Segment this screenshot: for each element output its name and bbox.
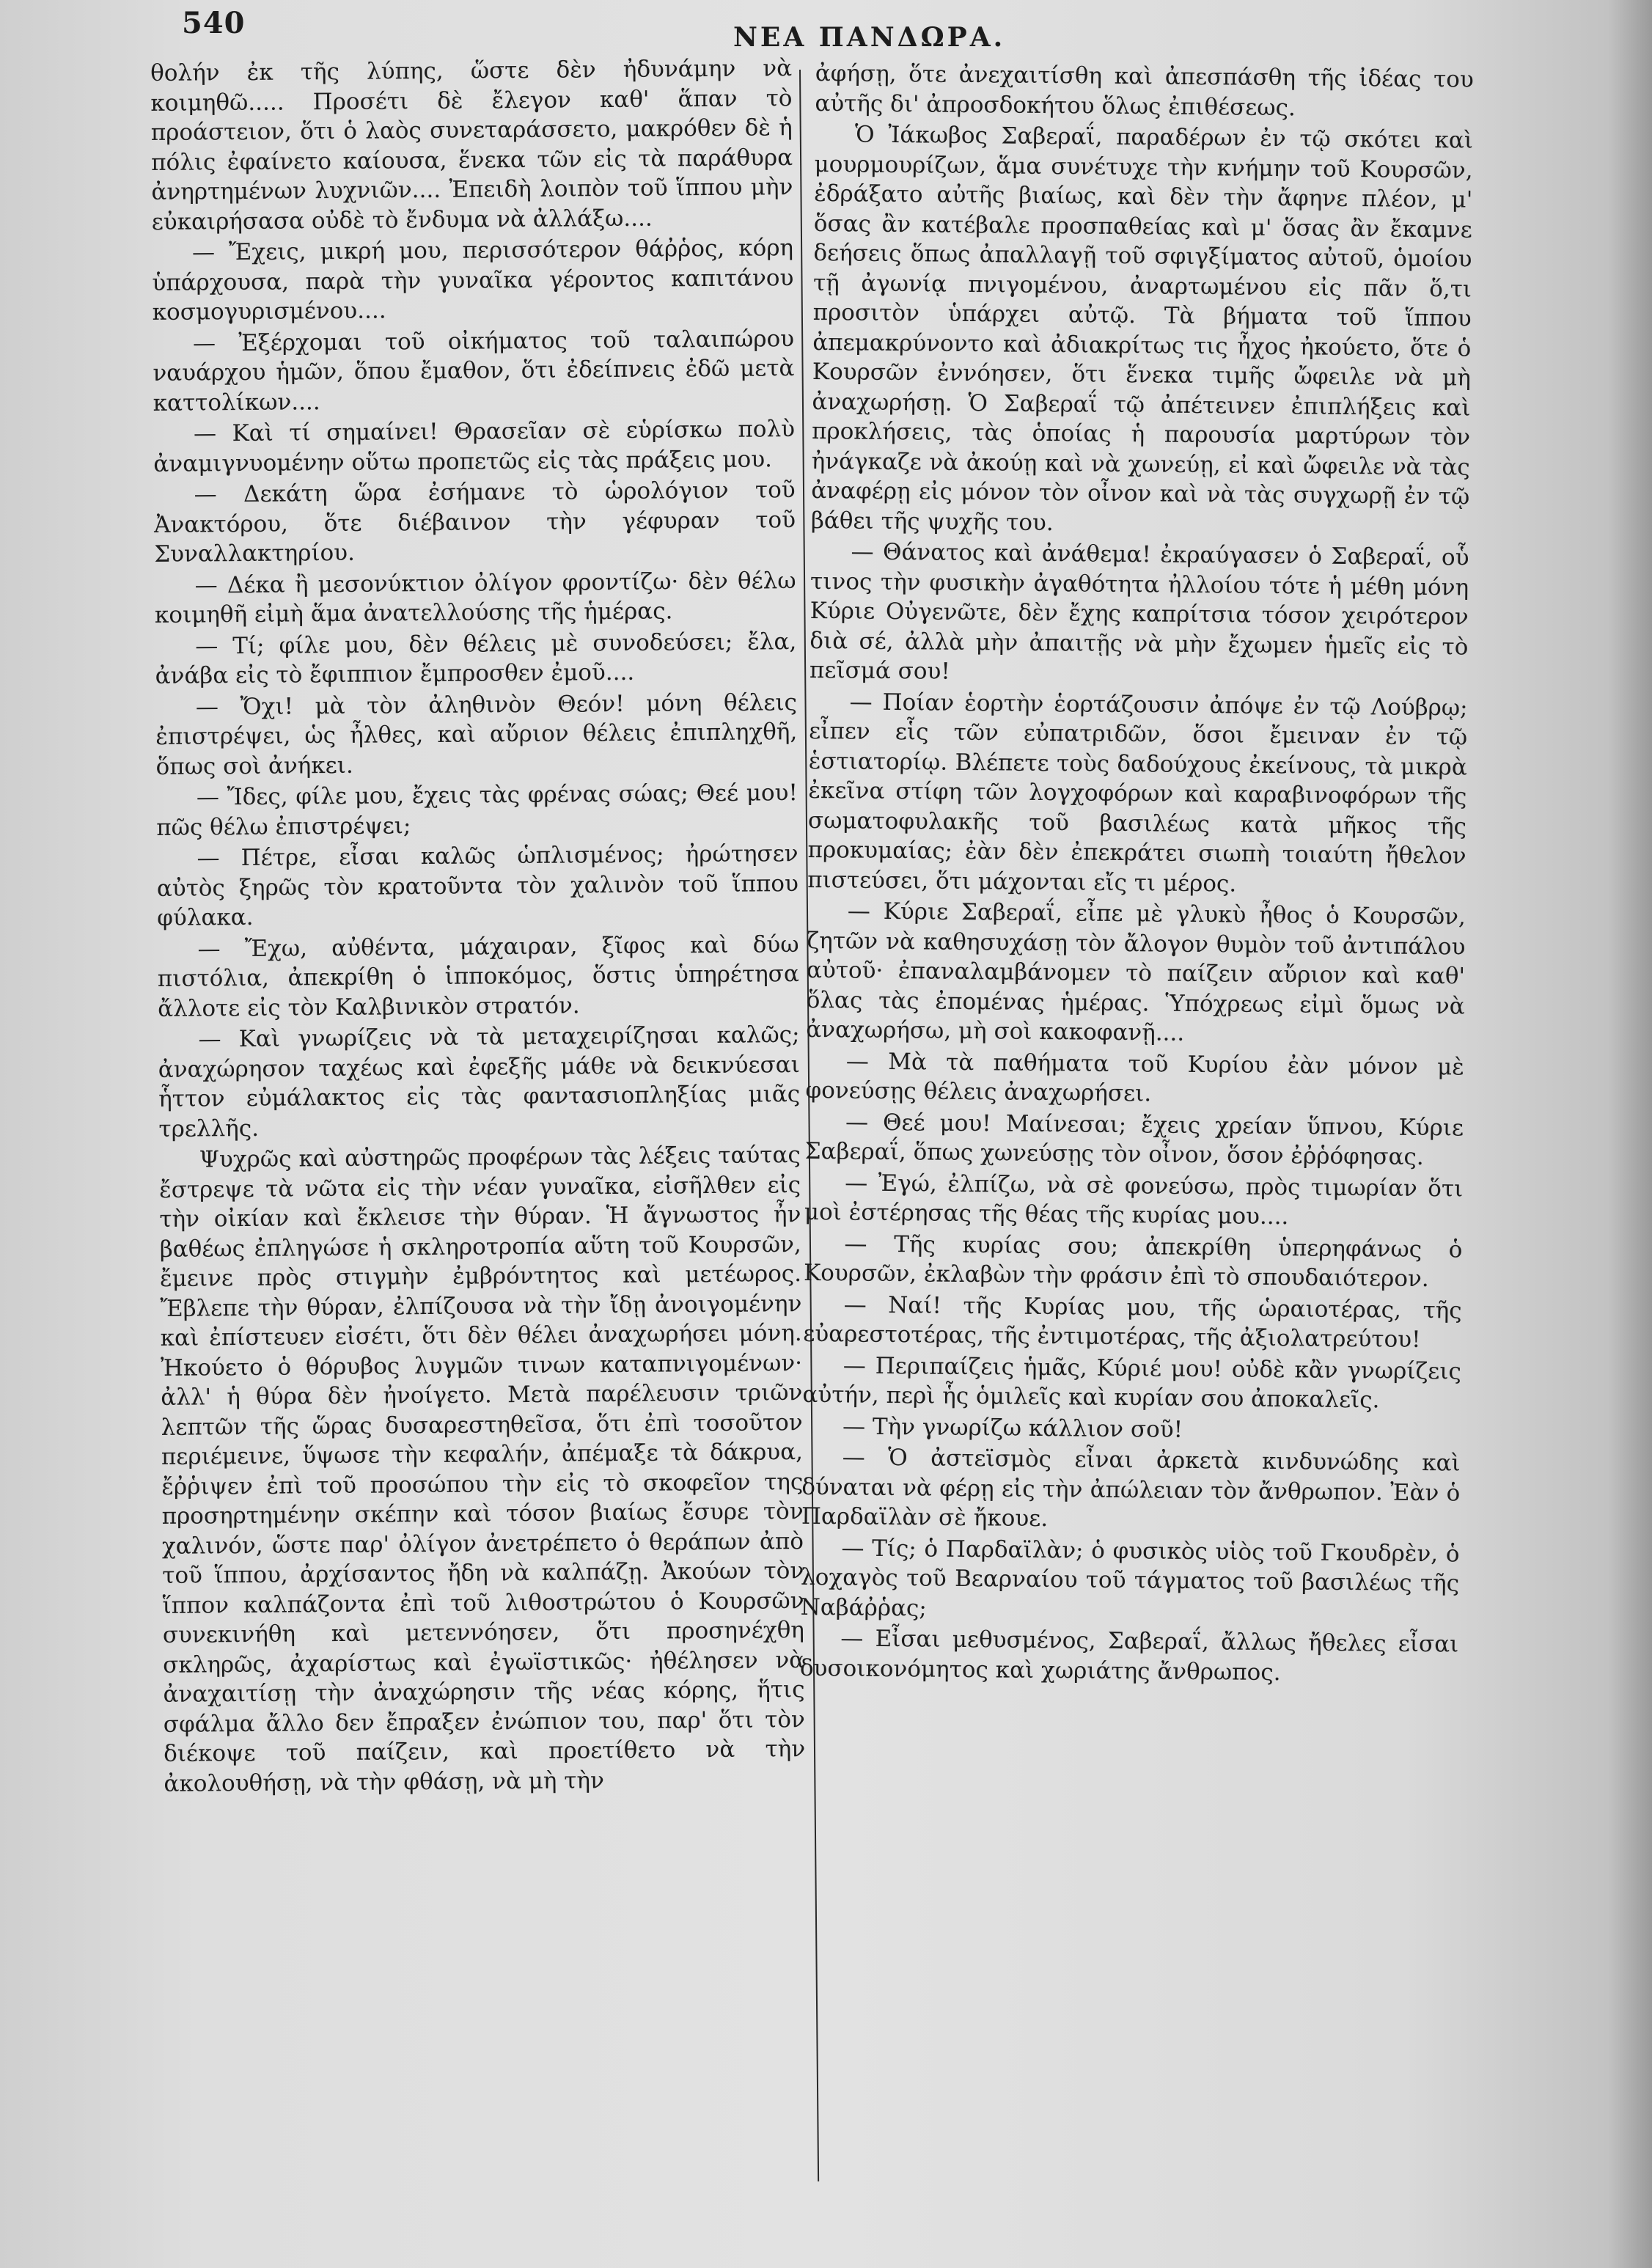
running-title: ΝΕΑ ΠΑΝΔΩΡΑ. <box>733 22 1006 53</box>
paragraph: — Ὁ ἀστεϊσμὸς εἶναι ἀρκετὰ κινδυνώδης καὶ δύναται νὰ φέρῃ εἰς τὴν ἀπώλειαν τὸν ἄνθρωπον. Ἐὰν ὁ Παρδαϊλὰν σὲ ἤκουε. <box>801 1444 1461 1533</box>
paragraph: — Μὰ τὰ παθήματα τοῦ Κυρίου ἐὰν μόνον μὲ φονεύσῃς θέλεις ἀναχωρήσει. <box>805 1047 1465 1107</box>
paragraph: — Πέτρε, εἶσαι καλῶς ὡπλισμένος; ἠρώτησεν αὐτὸς ξηρῶς τὸν κρατοῦντα τὸν χαλινὸν τοῦ ἵππου φύλακα. <box>156 840 799 931</box>
paragraph: — Εἶσαι μεθυσμένος, Σαβεραΐ, ἄλλως ἤθελες εἶσαι δυσοικονόμητος καὶ χωριάτης ἄνθρωπος. <box>799 1625 1459 1686</box>
paragraph: — Περιπαίζεις ἡμᾶς, Κύριέ μου! οὐδὲ κἂν γνωρίζεις αὐτήν, περὶ ἧς ὁμιλεῖς καὶ κυρίαν σου ἀποκαλεῖς. <box>802 1351 1462 1414</box>
paragraph: — Ὄχι! μὰ τὸν ἀληθινὸν Θεόν! μόνη θέλεις ἐπιστρέψει, ὡς ἦλθες, καὶ αὔριον θέλεις ἐπιπληχθῆ, ὅπως σοὶ ἀνήκει. <box>155 689 798 780</box>
paragraph: — Ἴδες, φίλε μου, ἔχεις τὰς φρένας σώας; Θεέ μου! πῶς θέλω ἐπιστρέψει; <box>156 779 799 841</box>
paragraph: — Δέκα ἢ μεσονύκτιον ὀλίγον φροντίζω· δὲν θέλω κοιμηθῆ εἰμὴ ἅμα ἀνατελλούσης τῆς ἡμέρας. <box>154 567 796 628</box>
paragraph: — Δεκάτη ὥρα ἐσήμανε τὸ ὡρολόγιον τοῦ Ἀνακτόρου, ὅτε διέβαινον τὴν γέφυραν τοῦ Συναλλακτηρίου. <box>153 477 796 568</box>
paragraph: — Ἔχω, αὐθέντα, μάχαιραν, ξῖφος καὶ δύω πιστόλια, ἀπεκρίθη ὁ ἱπποκόμος, ὅστις ὑπηρέτησα ἄλλοτε εἰς τὸν Καλβινικὸν στρατόν. <box>157 931 799 1022</box>
paragraph: — Τίς; ὁ Παρδαϊλὰν; ὁ φυσικὸς υἱὸς τοῦ Γκουδρὲν, ὁ λοχαγὸς τοῦ Βεαρναίου τοῦ τάγματος τοῦ βασιλέως τῆς Ναβάῤῥας; <box>800 1534 1460 1622</box>
paragraph: — Καὶ γνωρίζεις νὰ τὰ μεταχειρίζησαι καλῶς; ἀναχώρησον ταχέως καὶ ἐφεξῆς μάθε νὰ δεικνύεσαι ἧττον εὐμάλακτος εἰς τὰς φαντασιοπληξίας μιᾶς τρελλῆς. <box>158 1021 801 1142</box>
paragraph: — Τῆς κυρίας σου; ἀπεκρίθη ὑπερηφάνως ὁ Κουρσῶν, ἐκλαβὼν τὴν φράσιν ἐπὶ τὸ σπουδαιότερον. <box>803 1230 1463 1293</box>
paragraph: — Ποίαν ἑορτὴν ἑορτάζουσιν ἀπόψε ἐν τῷ Λούβρῳ; εἶπεν εἷς τῶν εὐπατριδῶν, ὅσοι ἔμειναν ἐν τῷ ἑστιατορίῳ. Βλέπετε τοὺς δαδούχους ἐκείνους, τὰ μικρὰ ἐκεῖνα στίφη τῶν λογχοφόρων καὶ καραβινοφόρων τῆς σωματοφυλακῆς τοῦ βασιλέως κατὰ μῆκος τῆς προκυμαίας; ἐὰν δὲν ἐπεκράτει σιωπὴ τοιαύτη ἤθελον πιστεύσει, ὅτι μάχονται εἴς τι μέρος. <box>807 688 1468 898</box>
paragraph: ἀφήσῃ, ὅτε ἀνεχαιτίσθη καὶ ἀπεσπάσθη τῆς ἰδέας του αὐτῆς δι' ἀπροσδοκήτου ὅλως ἐπιθέσεως. <box>815 59 1474 121</box>
paragraph: — Ἔχεις, μικρή μου, περισσότερον θάῤῥος, κόρη ὑπάρχουσα, παρὰ τὴν γυναῖκα γέροντος καπιτάνου κοσμογυρισμένου.... <box>152 235 794 326</box>
paragraph: — Θεέ μου! Μαίνεσαι; ἔχεις χρείαν ὕπνου, Κύριε Σαβεραΐ, ὅπως χωνεύσῃς τὸν οἶνον, ὅσον ἐῤῥόφησας. <box>804 1108 1464 1171</box>
page-number: 540 <box>182 6 246 40</box>
paragraph: — Ἐξέρχομαι τοῦ οἰκήματος τοῦ ταλαιπώρου ναυάρχου ἡμῶν, ὅπου ἔμαθον, ὅτι ἐδείπνεις ἐδῶ μετὰ καττολίκων.... <box>153 325 795 416</box>
paragraph: — Καὶ τί σημαίνει! Θρασεῖαν σὲ εὑρίσκω πολὺ ἀναμιγνυομένην οὕτω προπετῶς εἰς τὰς πράξεις μου. <box>153 416 796 477</box>
page-header <box>0 0 1652 66</box>
paragraph: — Κύριε Σαβεραΐ, εἶπε μὲ γλυκὺ ἦθος ὁ Κουρσῶν, ζητῶν νὰ καθησυχάσῃ τὸν ἄλογον θυμὸν τοῦ ἀντιπάλου αὐτοῦ· ἐπαναλαμβάνομεν τὸ παίζειν αὔριον καὶ καθ' ὅλας τὰς ἐπομένας ἡμέρας. Ὑπόχρεως εἰμὶ ὅμως νὰ ἀναχωρήσω, μὴ σοὶ κακοφανῇ.... <box>806 898 1466 1046</box>
paragraph: — Ἐγώ, ἐλπίζω, νὰ σὲ φονεύσω, πρὸς τιμωρίαν ὅτι μοὶ ἐστέρησας τῆς θέας τῆς κυρίας μου.... <box>804 1169 1464 1230</box>
paragraph: Ψυχρῶς καὶ αὐστηρῶς προφέρων τὰς λέξεις ταύτας ἔστρεψε τὰ νῶτα εἰς τὴν νέαν γυναῖκα, εἰσῆλθεν εἰς τὴν οἰκίαν καὶ ἔκλεισε τὴν θύραν. Ἡ ἄγνωστος ἦν βαθέως ἐπληγώσε ἡ σκληροτροπία αὕτη τοῦ Κουρσῶν, ἔμεινε πρὸς στιγμὴν ἐμβρόντητος καὶ μετέωρος. Ἔβλεπε τὴν θύραν, ἐλπίζουσα νὰ τὴν ἴδῃ ἀνοιγομένην καὶ ἐπίστευεν εἰσέτι, ὅτι δὲν θέλει ἀναχωρήσει μόνη. Ἠκούετο ὁ θόρυβος λυγμῶν τινων καταπνιγομένων· ἀλλ' ἡ θύρα δὲν ἠνοίγετο. Μετὰ παρέλευσιν τριῶν λεπτῶν τῆς ὥρας δυσαρεστηθεῖσα, ὅτι ἐπὶ τοσοῦτον περιέμεινε, ὕψωσε τὴν κεφαλήν, ἀπέμαξε τὰ δάκρυα, ἔῤῥιψεν ἐπὶ τοῦ προσώπου τὴν εἰς τὸ σκοφεῖον της προσηρτημένην σκέπην καὶ τόσον βιαίως ἔσυρε τὸν χαλινόν, ὥστε παρ' ὀλίγον ἀνετρέπετο ὁ θεράπων ἀπὸ τοῦ ἵππου, ἀρχίσαντος ἤδη νὰ καλπάζῃ. Ἀκούων τὸν ἵππον καλπάζοντα ἐπὶ τοῦ λιθοστρώτου ὁ Κουρσῶν συνεκινήθη καὶ μετεννόησεν, ὅτι προσηνέχθη σκληρῶς, ἀχαρίστως καὶ ἐγωϊστικῶς· ἠθέλησεν νὰ ἀναχαιτίσῃ τὴν ἀναχώρησιν τῆς νέας κόρης, ἥτις σφάλμα ἄλλο δεν ἔπραξεν ἐνώπιον του, παρ' ὅτι τὸν διέκοψε τοῦ παίζειν, καὶ προετίθετο νὰ τὴν ἀκολουθήσῃ, νὰ τὴν φθάσῃ, νὰ μὴ τὴν <box>158 1142 806 1797</box>
paragraph: — Τὴν γνωρίζω κάλλιον σοῦ! <box>842 1412 1183 1443</box>
page-edge-shadow <box>1608 0 1652 2268</box>
left-column <box>150 54 806 1800</box>
paragraph: Ὁ Ἰάκωβος Σαβεραΐ, παραδέρων ἐν τῷ σκότει καὶ μουρμουρίζων, ἅμα συνέτυχε τὴν κνήμην τοῦ Κουρσῶν, ἐδράξατο αὐτῆς βιαίως, καὶ δὲν τὴν ἄφηνε πλέον, μ' ὅσας ἂν κατέβαλε προσπαθείας καὶ μ' ὅσας ἂν ἔκαμνε δεήσεις ὅπως ἀπαλλαγῇ τοῦ σφιγξίματος αὐτοῦ, ὁμοίου τῇ ἀγωνίᾳ πνιγομένου, ἀναρτωμένου εἰς πᾶν ὅ,τι προσιτὸν ὑπάρχει αὐτῷ. Τὰ βήματα τοῦ ἵππου ἀπεμακρύνοντο καὶ ἀδιακρίτως τις ἦχος ἠκούετο, ὅτε ὁ Κουρσῶν ἐννόησεν, ὅτι ἕνεκα τιμῆς ὤφειλε νὰ μὴ ἀναχωρήσῃ. Ὁ Σαβεραΐ τῷ ἀπέτεινεν ἐπιπλήξεις καὶ προκλήσεις, τὰς ὁποίας ἡ παρουσία μαρτύρων τὸν ἠνάγκαζε νὰ ἀκούῃ καὶ νὰ χωνεύῃ, εἰ καὶ ὤφειλε νὰ τὰς ἀναφέρῃ εἰς μόνον τὸν οἶνον καὶ νὰ τὰς συγχωρῇ ἐν τῷ βάθει τῆς ψυχῆς του. <box>810 121 1474 536</box>
paragraph: — Τί; φίλε μου, δὲν θέλεις μὲ συνοδεύσει; ἔλα, ἀνάβα εἰς τὸ ἔφιππιον ἔμπροσθεν ἐμοῦ.... <box>155 628 797 689</box>
paragraph: θολήν ἐκ τῆς λύπης, ὥστε δὲν ἠδυνάμην νὰ κοιμηθῶ..... Προσέτι δὲ ἔλεγον καθ' ἅπαν τὸ προάστειον, ὅτι ὁ λαὸς συνεταράσσετο, μακρόθεν δὲ ἡ πόλις ἐφαίνετο καίουσα, ἕνεκα τῶν εἰς τὰ παράθυρα ἀνηρτημένων λυχνιῶν.... Ἐπειδὴ λοιπὸν τοῦ ἵππου μὴν εὐκαιρήσασα οὐδὲ τὸ ἔνδυμα νὰ ἀλλάξω.... <box>150 55 793 235</box>
paragraph: — Ναί! τῆς Κυρίας μου, τῆς ὡραιοτέρας, τῆς εὐαρεστοτέρας, τῆς ἐντιμοτέρας, τῆς ἀξιολατρεύτου! <box>803 1291 1462 1354</box>
right-column <box>800 59 1474 1691</box>
paragraph: — Θάνατος καὶ ἀνάθεμα! ἐκραύγασεν ὁ Σαβεραΐ, οὗ τινος τὴν φυσικὴν ἀγαθότητα ἠλλοίου τότε ἡ μέθη μόνη Κύριε Οὐγενῶτε, δὲν ἔχης καπρίτσια τόσον χειρότερον διὰ σέ, ἀλλὰ μὴν ἀπαιτῇς νὰ μὴν ἔχωμεν ἡμεῖς εἰς τὸ πεῖσμά σου! <box>809 538 1469 685</box>
